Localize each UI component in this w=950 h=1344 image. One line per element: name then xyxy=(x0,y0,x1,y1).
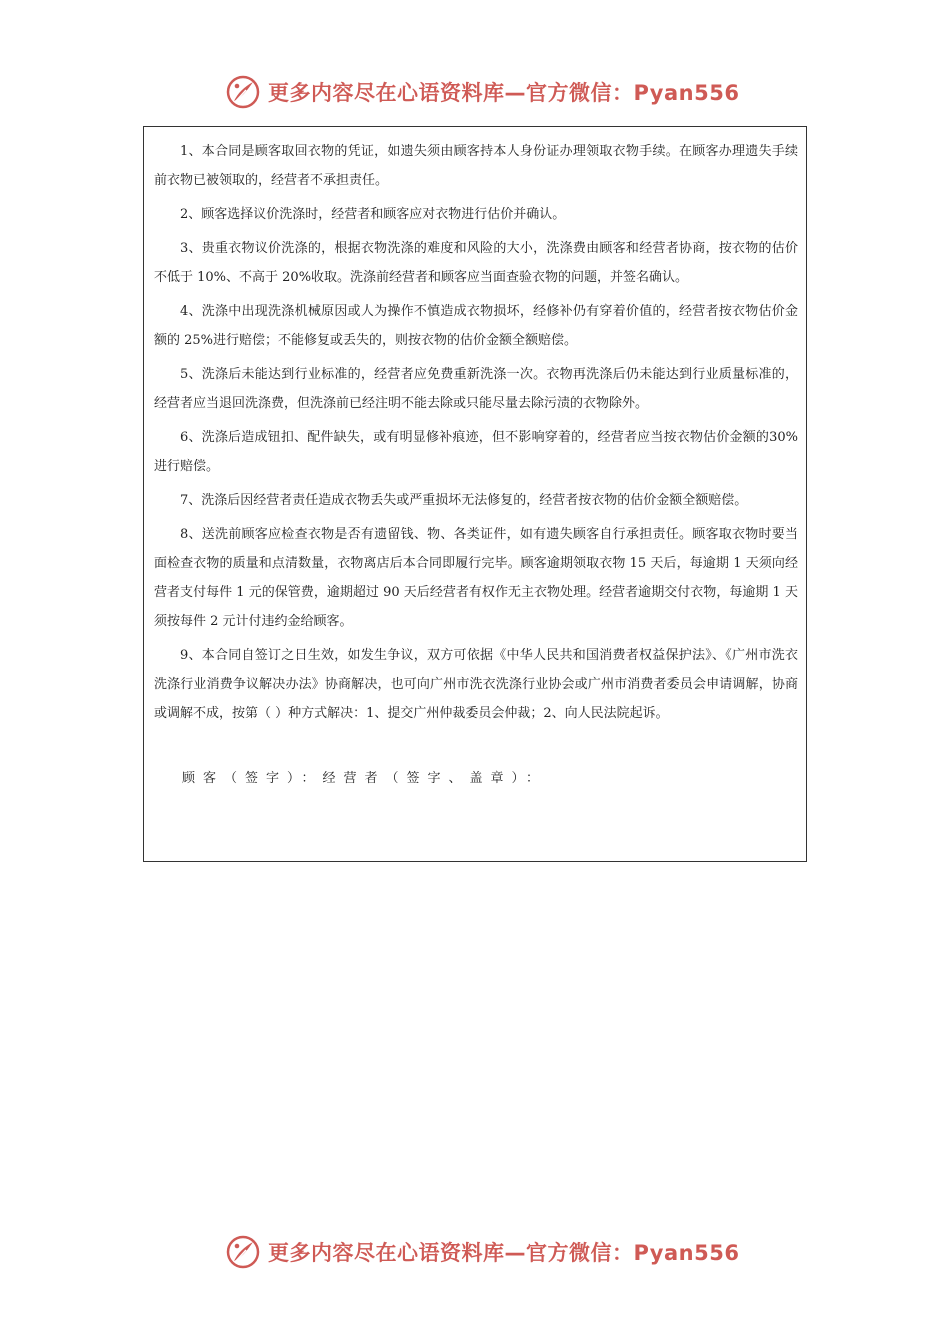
clause-5: 5、洗涤后未能达到行业标准的，经营者应免费重新洗涤一次。衣物再洗涤后仍未能达到行业质量标准的，经营者应当退回洗涤费，但洗涤前已经注明不能去除或只能尽量去除污渍的衣物除外。 xyxy=(154,367,798,411)
clause-1: 1、本合同是顾客取回衣物的凭证，如遗失须由顾客持本人身份证办理领取衣物手续。在顾客办理遗失手续前衣物已被领取的，经营者不承担责任。 xyxy=(154,144,798,188)
clause-3: 3、贵重衣物议价洗涤的，根据衣物洗涤的难度和风险的大小，洗涤费由顾客和经营者协商，按衣物的估价不低于 10%、不高于 20%收取。洗涤前经营者和顾客应当面查验衣物的问题，并签名确认。 xyxy=(154,241,798,285)
clause-4: 4、洗涤中出现洗涤机械原因或人为操作不慎造成衣物损坏，经修补仍有穿着价值的，经营者按衣物估价金额的 25%进行赔偿；不能修复或丢失的，则按衣物的估价金额全额赔偿。 xyxy=(154,304,798,348)
watermark-footer xyxy=(226,1232,739,1272)
clause-6: 6、洗涤后造成钮扣、配件缺失，或有明显修补痕迹，但不影响穿着的，经营者应当按衣物估价金额的30%进行赔偿。 xyxy=(154,430,798,474)
circle-feather-logo-icon xyxy=(226,75,260,109)
clause-8: 8、送洗前顾客应检查衣物是否有遗留钱、物、各类证件，如有遗失顾客自行承担责任。顾客取衣物时要当面检查衣物的质量和点清数量，衣物离店后本合同即履行完毕。顾客逾期领取衣物 15 天后，每逾期 1 天须向经营者支付每件 1 元的保管费，逾期超过 90 天后经营者有权作无主衣物处理。经营者逾期交付衣物，每逾期 1 天须按每件 2 元计付违约金给顾客。 xyxy=(154,527,798,629)
watermark-header xyxy=(226,72,739,112)
circle-feather-logo-icon xyxy=(226,1235,260,1269)
clause-9: 9、本合同自签订之日生效，如发生争议，双方可依据《中华人民共和国消费者权益保护法》、《广州市洗衣洗涤行业消费争议解决办法》协商解决，也可向广州市洗衣洗涤行业协会或广州市消费者委员会申请调解，协商或调解不成，按第（ ）种方式解决：1、提交广州仲裁委员会仲裁；2、向人民法院起诉。 xyxy=(154,648,798,721)
watermark-text: 更多内容尽在心语资料库—官方微信：Pyan556 xyxy=(268,1241,740,1265)
signature-line: 顾客（签字）：经营者（签字、盖章）： xyxy=(182,771,548,786)
contract-terms-box xyxy=(143,126,807,862)
watermark-text: 更多内容尽在心语资料库—官方微信：Pyan556 xyxy=(268,81,740,105)
clause-7: 7、洗涤后因经营者责任造成衣物丢失或严重损坏无法修复的，经营者按衣物的估价金额全额赔偿。 xyxy=(180,493,748,508)
clause-2: 2、顾客选择议价洗涤时，经营者和顾客应对衣物进行估价并确认。 xyxy=(180,207,566,222)
